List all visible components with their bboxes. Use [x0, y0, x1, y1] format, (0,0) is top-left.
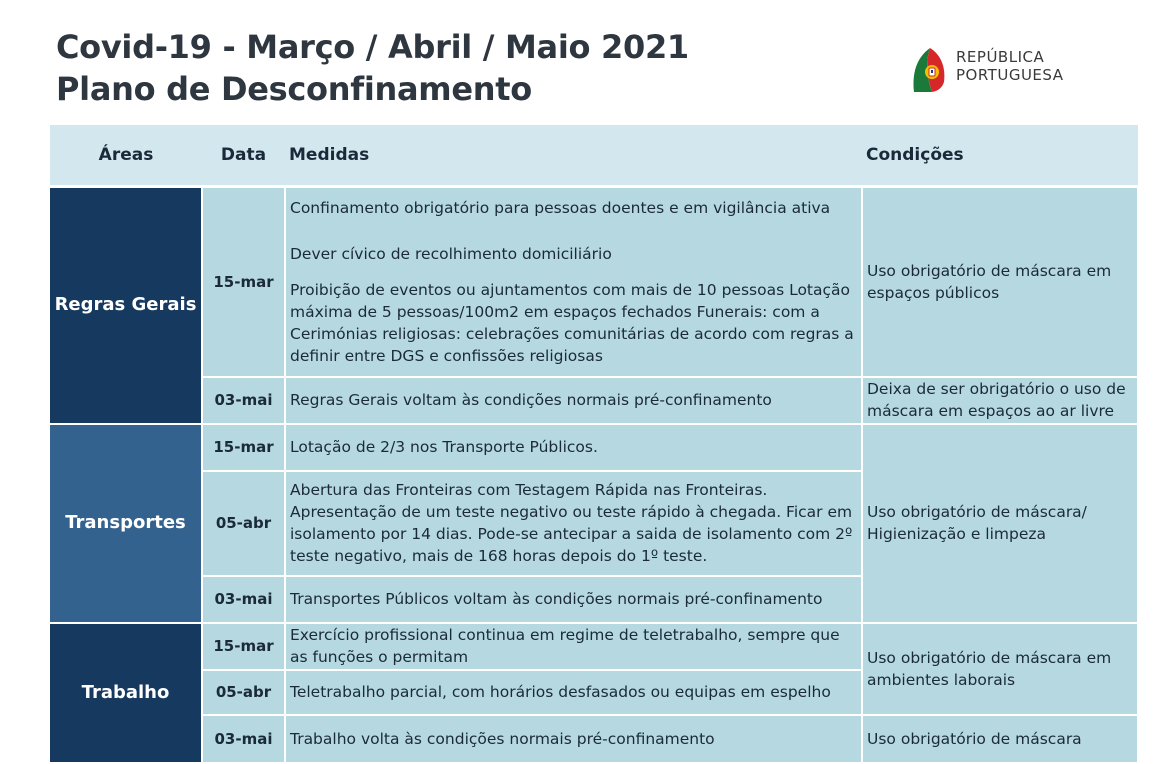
- row-measures: Lotação de 2/3 nos Transporte Públicos.: [285, 424, 862, 471]
- measure-text: Confinamento obrigatório para pessoas doentes e em vigilância ativa: [290, 198, 831, 217]
- row-measures: Exercício profissional continua em regime de teletrabalho, sempre que as funções o permitam: [285, 623, 862, 670]
- row-condition: Uso obrigatório de máscara em ambientes laborais: [862, 623, 1138, 715]
- portugal-emblem-icon: [910, 44, 950, 96]
- area-trabalho: Trabalho: [50, 623, 202, 763]
- measure-text: Cerimónias religiosas: celebrações comunitárias de acordo com regras a definir entre DGS e confissões religiosas: [290, 324, 854, 365]
- row-condition: Uso obrigatório de máscara em espaços públicos: [862, 187, 1138, 377]
- row-measures: Teletrabalho parcial, com horários desfasados ou equipas em espelho: [285, 670, 862, 715]
- row-date: 05-abr: [202, 471, 285, 576]
- table-header-row: [50, 125, 1138, 187]
- table-row: [50, 623, 1138, 670]
- header-data: Data: [202, 125, 285, 187]
- row-condition: Uso obrigatório de máscara/ Higienização e limpeza: [862, 424, 1138, 623]
- header-medidas: Medidas: [285, 125, 862, 187]
- row-condition: Deixa de ser obrigatório o uso de máscara em espaços ao ar livre: [862, 377, 1138, 424]
- row-measures: Abertura das Fronteiras com Testagem Rápida nas Fronteiras. Apresentação de um teste negativo ou teste rápido à chegada. Ficar em isolamento por 14 dias. Pode-se antecipar a saida de isolamento com 2º teste negativo, mais de 168 horas depois do 1º teste.: [285, 471, 862, 576]
- row-date: 03-mai: [202, 377, 285, 424]
- table-row: [50, 377, 1138, 424]
- title-line-1: Covid-19 - Março / Abril / Maio 2021: [56, 28, 689, 66]
- row-date: 15-mar: [202, 424, 285, 471]
- row-date: 03-mai: [202, 576, 285, 623]
- measure-text: Dever cívico de recolhimento domiciliário: [290, 244, 612, 263]
- logo-text-line-2: PORTUGUESA: [956, 66, 1064, 84]
- row-date: 15-mar: [202, 623, 285, 670]
- area-transportes: Transportes: [50, 424, 202, 623]
- row-measures: Trabalho volta às condições normais pré-confinamento: [285, 715, 862, 763]
- area-regras-gerais: Regras Gerais: [50, 187, 202, 424]
- measures-table: [50, 125, 1139, 764]
- header-condicoes: Condições: [862, 125, 1138, 187]
- row-measures: [285, 187, 862, 377]
- republica-portuguesa-logo: [910, 44, 1110, 96]
- logo-text-line-1: REPÚBLICA: [956, 48, 1045, 66]
- table-row: [50, 715, 1138, 763]
- row-condition: Uso obrigatório de máscara: [862, 715, 1138, 763]
- title-line-2: Plano de Desconfinamento: [56, 70, 532, 108]
- page-title: [56, 26, 689, 110]
- row-date: 03-mai: [202, 715, 285, 763]
- row-date: 15-mar: [202, 187, 285, 377]
- measure-text: Proibição de eventos ou ajuntamentos com mais de 10 pessoas Lotação máxima de 5 pessoas/100m2 em espaços fechados Funerais: com a: [290, 280, 851, 321]
- row-measures: Regras Gerais voltam às condições normais pré-confinamento: [285, 377, 862, 424]
- table-row: [50, 424, 1138, 471]
- row-measures: Transportes Públicos voltam às condições normais pré-confinamento: [285, 576, 862, 623]
- row-date: 05-abr: [202, 670, 285, 715]
- table-row: [50, 187, 1138, 377]
- header-areas: Áreas: [50, 125, 202, 187]
